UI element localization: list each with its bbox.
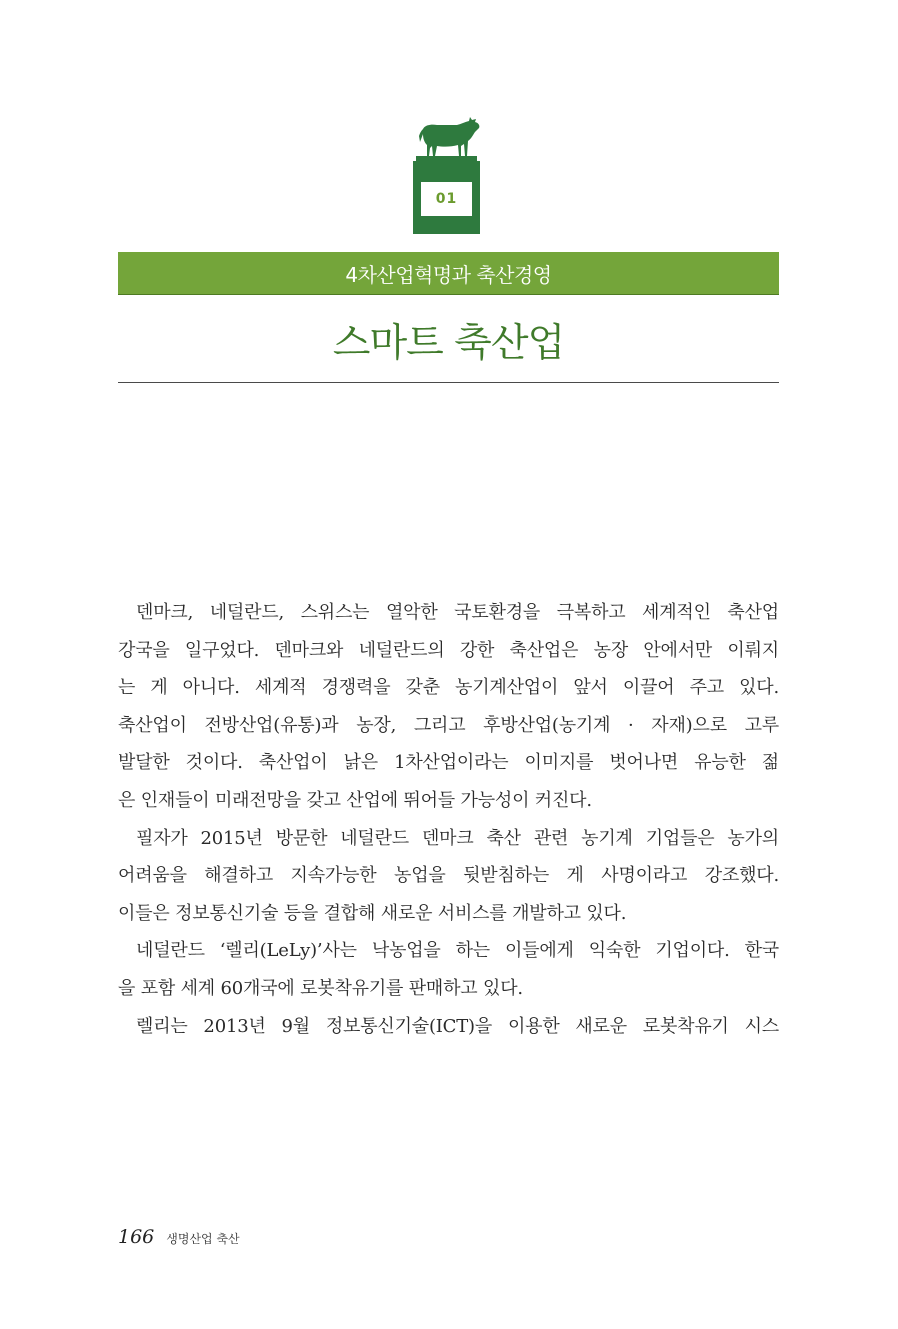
section-title: 4차산업혁명과 축산경영 — [118, 252, 779, 295]
text-line: 을 포함 세계 60개국에 로봇착유기를 판매하고 있다. — [118, 977, 523, 999]
text-line: 렐리는 2013년 9월 정보통신기술(ICT)을 이용한 새로운 로봇착유기 시스 — [136, 1015, 779, 1037]
text-line: 축산업이 전방산업(유통)과 농장, 그리고 후방산업(농기계 · 자재)으로 고루 — [118, 714, 779, 736]
text-line: 은 인재들이 미래전망을 갖고 산업에 뛰어들 가능성이 커진다. — [118, 789, 592, 811]
chapter-number: 01 — [435, 191, 458, 207]
page-title: 스마트 축산업 — [332, 321, 565, 366]
text-line: 발달한 것이다. 축산업이 낡은 1차산업이라는 이미지를 벗어나면 유능한 젊 — [118, 752, 779, 774]
text-line: 는 게 아니다. 세계적 경쟁력을 갖춘 농기계산업이 앞서 이끌어 주고 있다. — [118, 677, 779, 699]
text-line: 이들은 정보통신기술 등을 결합해 새로운 서비스를 개발하고 있다. — [118, 902, 627, 924]
text-line: 어려움을 해결하고 지속가능한 농업을 뒷받침하는 게 사명이라고 강조했다. — [118, 865, 779, 887]
book-title: 생명산업 축산 — [166, 1232, 240, 1246]
body-text — [118, 594, 779, 1045]
text-line: 덴마크, 네덜란드, 스위스는 열악한 국토환경을 극복하고 세계적인 축산업 — [136, 602, 779, 623]
title-divider — [118, 382, 779, 383]
text-line: 네덜란드 ‘렐리(LeLy)’사는 낙농업을 하는 이들에게 익숙한 기업이다. 한국 — [136, 940, 779, 962]
page-number: 166 — [118, 1226, 155, 1248]
text-line: 강국을 일구었다. 덴마크와 네덜란드의 강한 축산업은 농장 안에서만 이뤄지 — [118, 639, 779, 661]
page-footer — [118, 1226, 240, 1248]
text-line: 필자가 2015년 방문한 네덜란드 덴마크 축산 관련 농기계 기업들은 농가의 — [136, 827, 779, 849]
